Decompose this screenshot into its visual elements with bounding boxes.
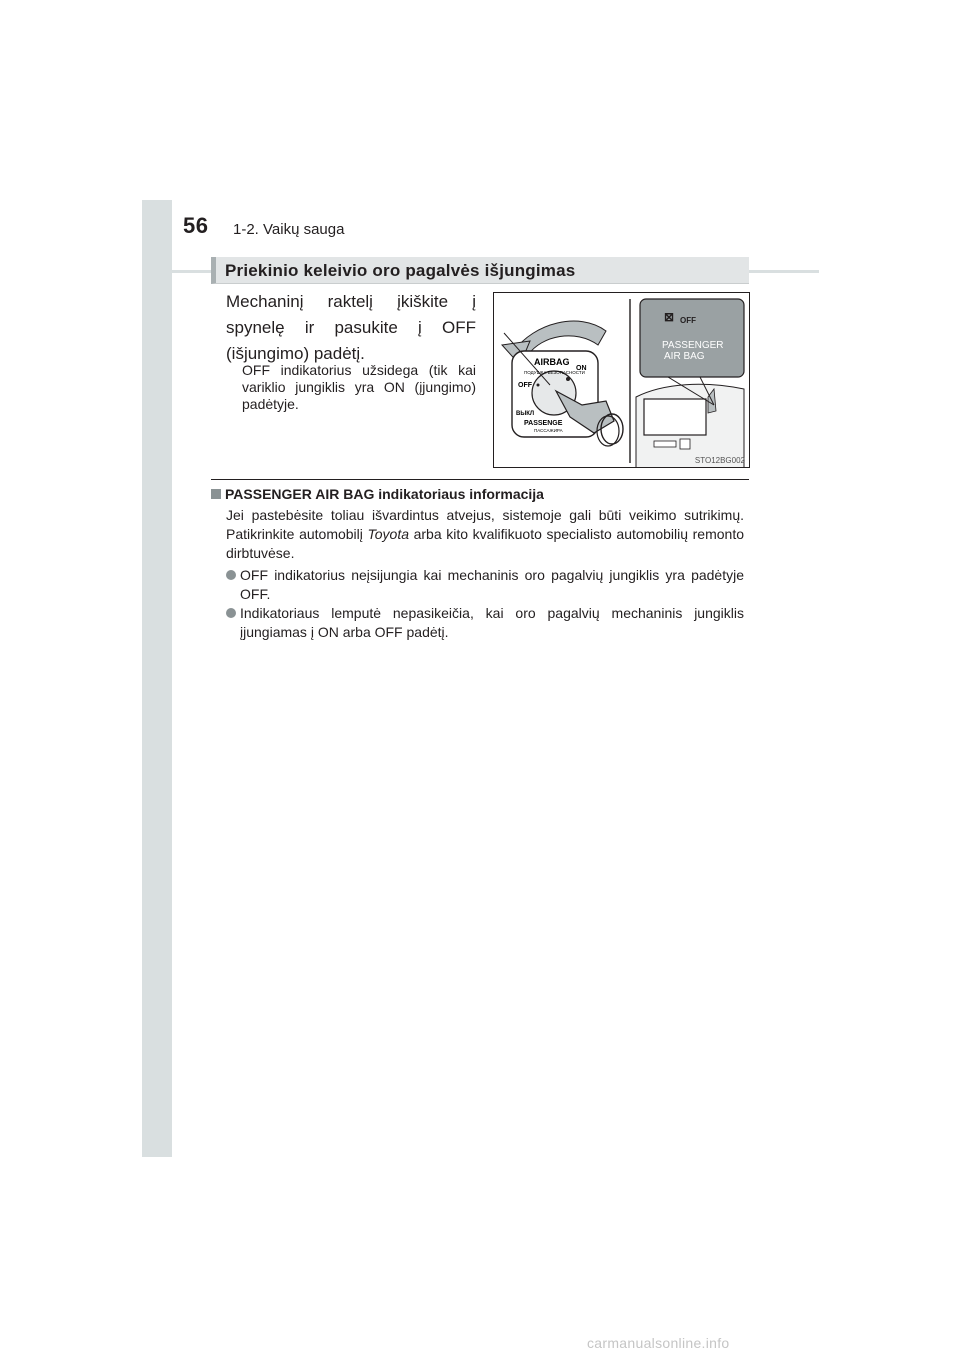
rotate-arrow-icon xyxy=(514,321,606,355)
side-margin-band xyxy=(142,200,172,1157)
indicator-panel xyxy=(640,299,744,377)
bullet-dot-icon xyxy=(226,570,236,580)
indicator-off-label: OFF xyxy=(680,316,696,325)
page-number: 56 xyxy=(183,213,209,238)
section-divider xyxy=(211,479,749,480)
figure-code: STO12BG002 xyxy=(694,456,745,465)
section-title: Priekinio keleivio oro pagalvės išjungimas xyxy=(225,261,576,280)
airbag-off-icon: ⊠ xyxy=(664,310,675,324)
switch-on-label: ON xyxy=(576,365,587,372)
section-label: 1-2. Vaikų sauga xyxy=(233,221,345,238)
step-note: OFF indikatorius užsidega (tik kai variklio jungiklis yra ON (įjungimo) padėtyje. xyxy=(242,362,476,412)
switch-off-ru-label: ВЫКЛ xyxy=(516,411,535,417)
info-body-brand: Toyota xyxy=(367,526,409,542)
step-instruction: Mechaninį raktelį įkiškite į spynelę ir pasukite į OFF (išjungimo) padėtį. xyxy=(226,292,476,363)
switch-off-label: OFF xyxy=(518,382,532,389)
info-bullet-text: Indikatoriaus lemputė nepasikeičia, kai oro pagalvių mechaninis jungiklis įjungiamas į ON arba OFF padėtį. xyxy=(240,605,744,640)
info-heading-text: PASSENGER AIR BAG indikatoriaus informacija xyxy=(225,486,544,502)
section-title-bar xyxy=(211,257,749,284)
info-bullet-2 xyxy=(226,604,744,642)
switch-airbag-ru-label: ПОДУШКА БЕЗОПАСНОСТИ xyxy=(524,370,585,375)
bullet-dot-icon xyxy=(226,608,236,618)
display-screen xyxy=(644,399,706,435)
heading-square-icon xyxy=(211,489,221,499)
switch-passenger-ru-label: ПАССАЖИРА xyxy=(534,428,563,433)
info-body-part1: Jei pastebėsite toliau išvardintus atvejus, sistemoje gali būti veikimo sutrikimų. Patikrinkite automobilį xyxy=(226,507,744,542)
info-heading xyxy=(211,486,544,502)
info-bullet-1 xyxy=(226,566,744,604)
watermark: carmanualsonline.info xyxy=(587,1335,730,1351)
info-bullet-text: OFF indikatorius neįsijungia kai mechaninis oro pagalvių jungiklis yra padėtyje OFF. xyxy=(240,567,744,602)
switch-airbag-label: AIRBAG xyxy=(534,357,570,367)
info-body xyxy=(226,506,744,563)
indicator-line2: AIR BAG xyxy=(664,351,705,362)
indicator-line1: PASSENGER xyxy=(662,340,724,351)
airbag-switch-illustration xyxy=(494,293,750,468)
info-body-part2: arba kito kvalifikuoto specialisto automobilių remonto dirbtuvėse. xyxy=(226,526,744,561)
switch-passenger-label: PASSENGE xyxy=(524,420,563,427)
airbag-switch-figure xyxy=(493,292,750,468)
